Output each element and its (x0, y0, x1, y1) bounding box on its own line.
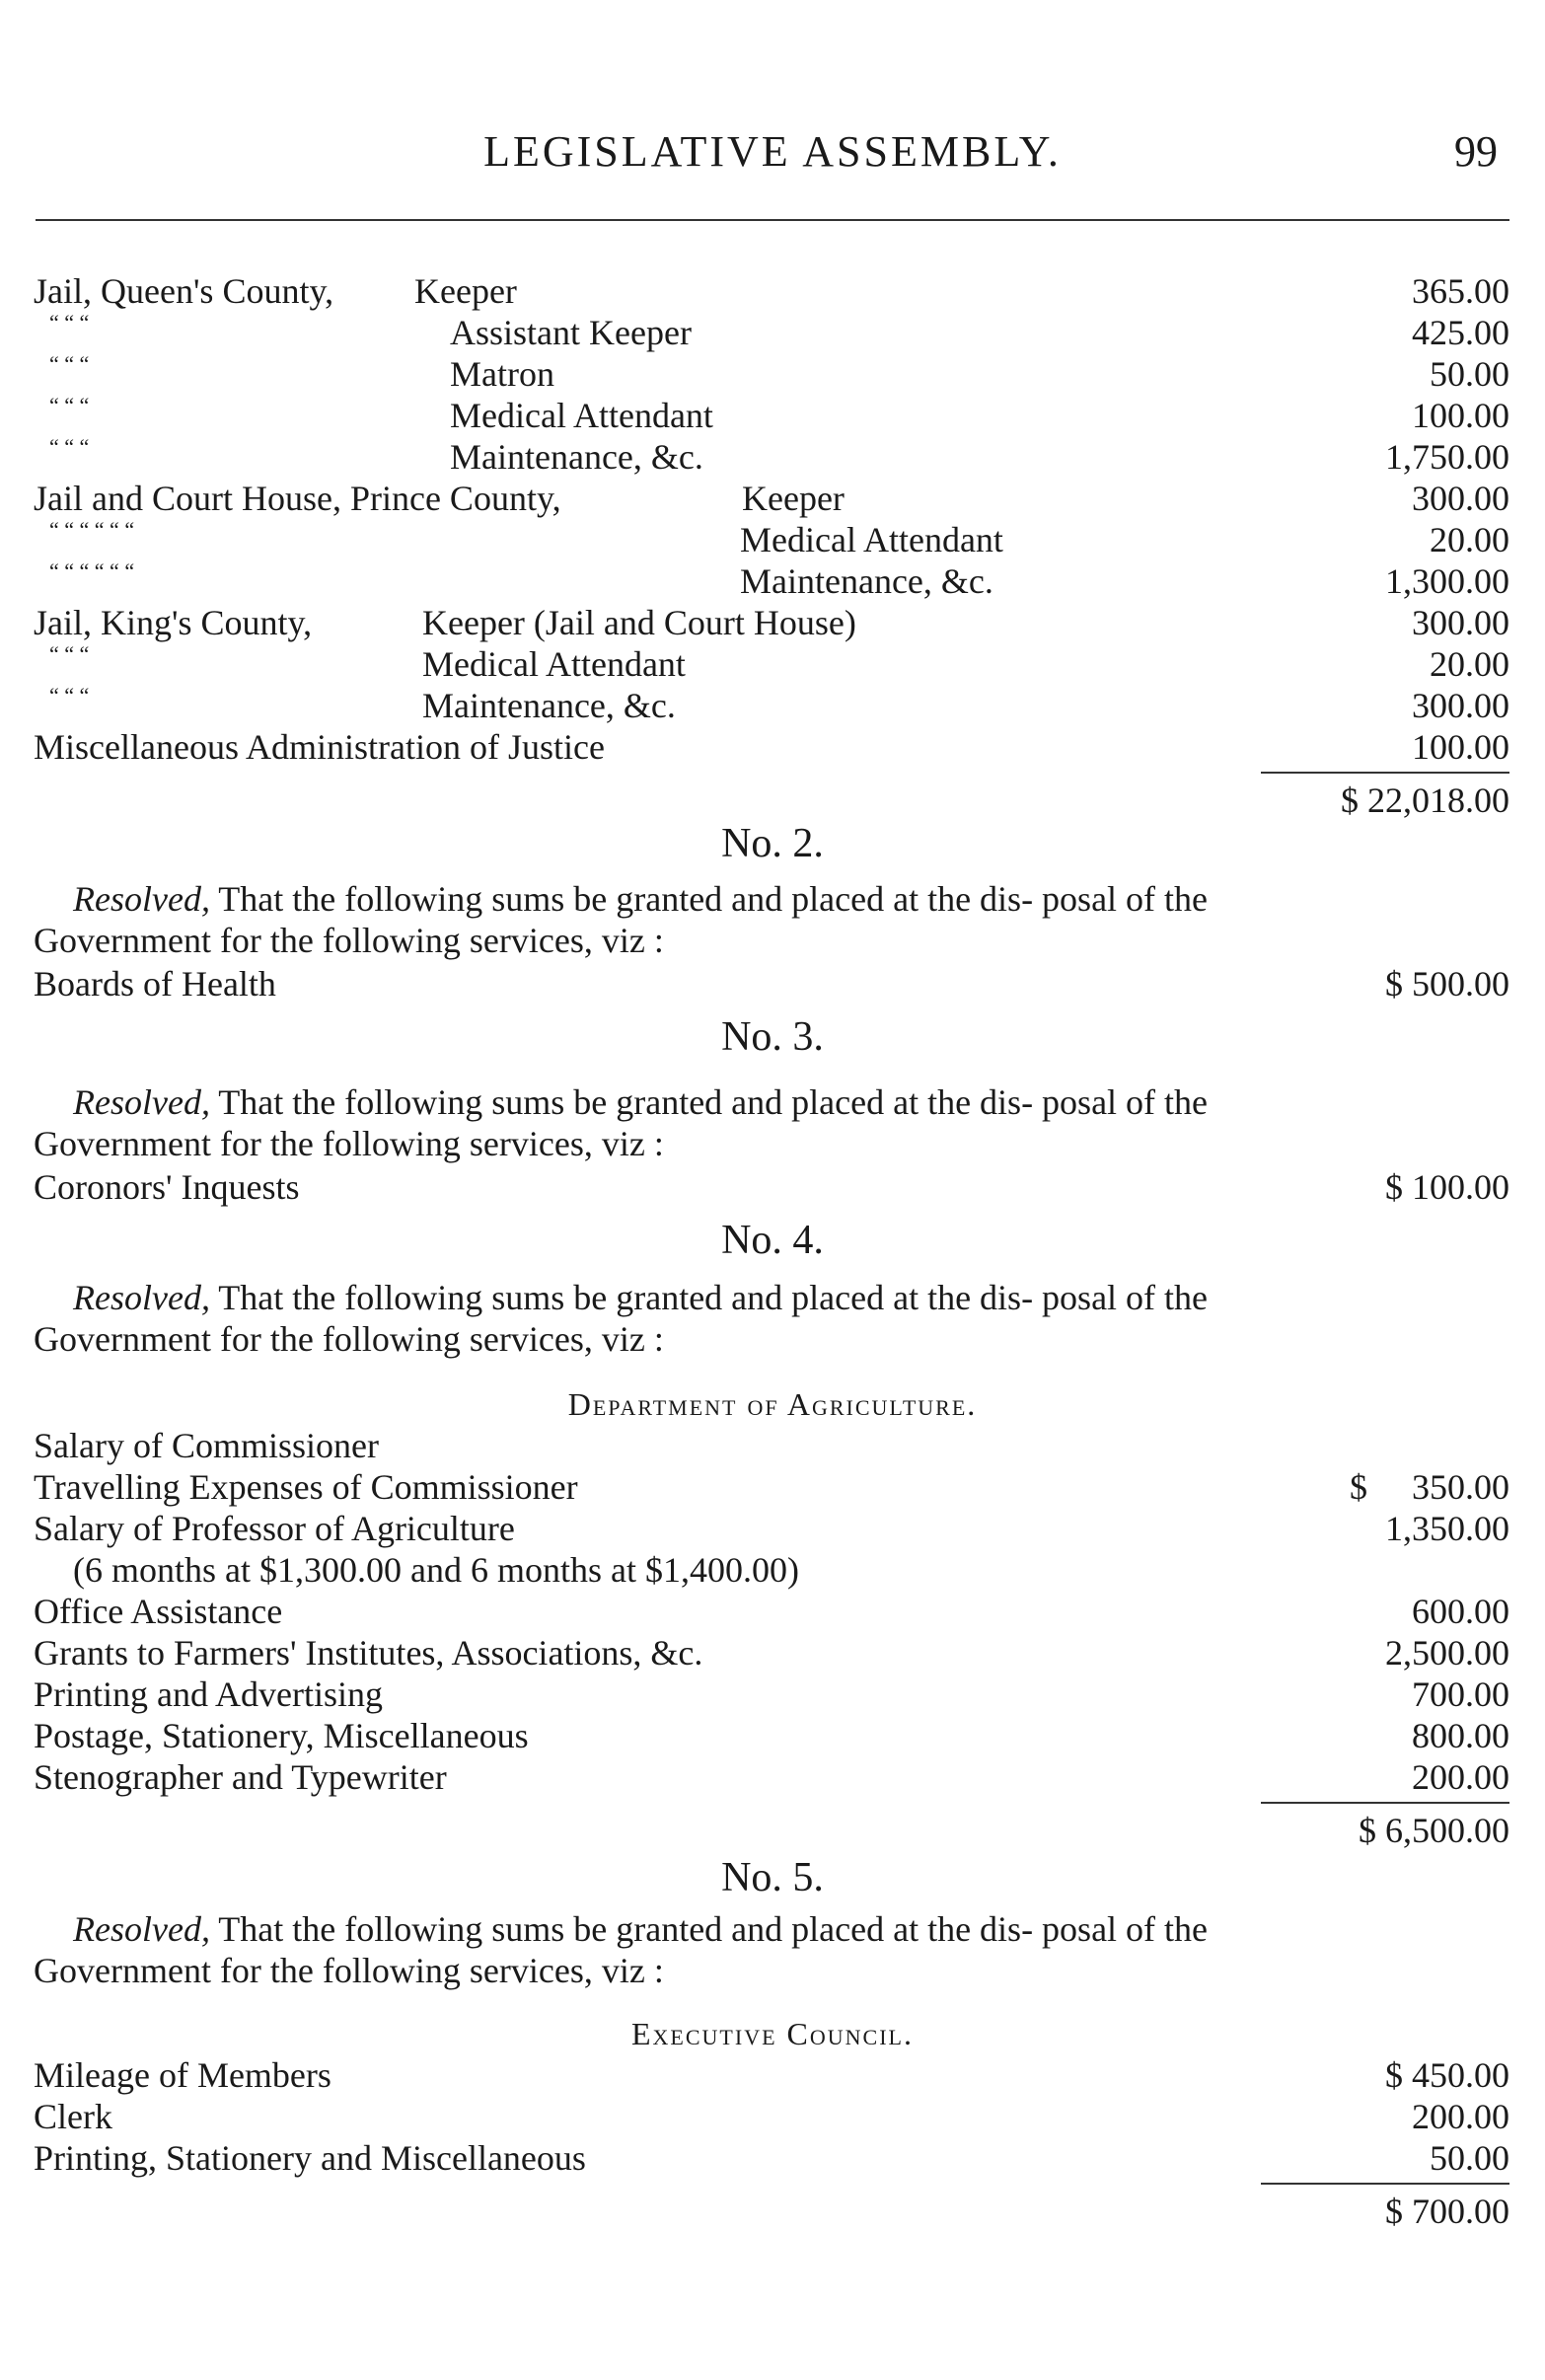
row-amount: 2,500.00 (1385, 1633, 1509, 1673)
row-amount: 20.00 (1430, 644, 1509, 684)
row-amount: $ 450.00 (1385, 2055, 1509, 2095)
item-row (0, 2054, 1545, 2096)
item-row (0, 1166, 1545, 1208)
row-amount: 300.00 (1412, 603, 1509, 642)
item-row (0, 1425, 1545, 1466)
row-label: Boards of Health (34, 964, 276, 1004)
row-desc: Keeper (Jail and Court House) (422, 603, 856, 642)
row-amount: 100.00 (1412, 396, 1509, 435)
item-row (0, 1466, 1545, 1508)
row-desc: Medical Attendant (740, 520, 1003, 559)
justice-row (0, 726, 1545, 768)
page-number: 99 (1454, 127, 1498, 176)
resolution-heading: No. 2. (721, 821, 824, 866)
agriculture-total: $ 6,500.00 (1359, 1811, 1509, 1850)
row-label: Printing, Stationery and Miscellaneous (34, 2138, 586, 2178)
justice-row (0, 312, 1545, 353)
row-label: Travelling Expenses of Commissioner (34, 1467, 578, 1507)
sum-rule (1261, 1802, 1509, 1804)
row-amount: $ 500.00 (1385, 964, 1509, 1004)
ditto-marks: “ “ “ (49, 393, 90, 417)
row-amount: 1,350.00 (1385, 1509, 1509, 1548)
justice-row (0, 519, 1545, 560)
row-amount: 1,300.00 (1385, 561, 1509, 601)
row-amount: 300.00 (1412, 686, 1509, 725)
row-desc: Medical Attendant (422, 644, 686, 684)
row-desc: Maintenance, &c. (740, 561, 993, 601)
resolution-heading: No. 4. (721, 1218, 824, 1263)
row-amount: 20.00 (1430, 520, 1509, 559)
ditto-marks: “ “ “ (49, 641, 90, 666)
row-amount: 425.00 (1412, 313, 1509, 352)
ditto-marks: “ “ “ (49, 310, 90, 335)
justice-row (0, 395, 1545, 436)
row-label: Jail, King's County, (34, 603, 313, 642)
resolution-body: That the following sums be granted and placed at the dis- posal of the Government for the following services, viz : (34, 1909, 1209, 1990)
row-label: Office Assistance (34, 1592, 283, 1631)
ditto-marks: “ “ “ “ “ “ (49, 558, 135, 583)
row-label: Jail, Queen's County, (34, 271, 334, 311)
row-label: Mileage of Members (34, 2055, 331, 2095)
resolution-text (34, 1277, 1316, 1360)
row-amount: $ 350.00 (1350, 1467, 1509, 1507)
justice-row (0, 643, 1545, 685)
resolution-body: That the following sums be granted and placed at the dis- posal of the Government for the following services, viz : (34, 1082, 1209, 1163)
row-label: Stenographer and Typewriter (34, 1757, 447, 1797)
resolved-word: Resolved, (73, 1082, 210, 1122)
resolved-word: Resolved, (73, 879, 210, 919)
section-heading: Executive Council. (631, 2016, 914, 2051)
resolved-word: Resolved, (73, 1909, 210, 1949)
row-label: Jail and Court House, Prince County, (34, 479, 561, 518)
item-row (0, 1508, 1545, 1549)
row-label: Salary of Commissioner (34, 1426, 379, 1465)
ditto-marks: “ “ “ (49, 434, 90, 459)
item-row (0, 963, 1545, 1004)
row-amount: 1,750.00 (1385, 437, 1509, 477)
justice-total: $ 22,018.00 (1341, 781, 1509, 820)
row-amount: $ 100.00 (1385, 1167, 1509, 1207)
ditto-marks: “ “ “ (49, 351, 90, 376)
row-amount: 300.00 (1412, 479, 1509, 518)
resolution-text (34, 1908, 1316, 1991)
resolution-text (34, 1081, 1316, 1164)
row-label: Salary of Professor of Agriculture (34, 1509, 515, 1548)
row-amount: 200.00 (1412, 1757, 1509, 1797)
row-label: Printing and Advertising (34, 1674, 383, 1714)
justice-row (0, 478, 1545, 519)
sum-rule (1261, 772, 1509, 774)
justice-row (0, 602, 1545, 643)
section-heading: Department of Agriculture. (567, 1386, 978, 1422)
justice-row (0, 353, 1545, 395)
row-desc: Matron (450, 354, 554, 394)
justice-row (0, 685, 1545, 726)
row-label: Postage, Stationery, Miscellaneous (34, 1716, 529, 1755)
row-amount: 700.00 (1412, 1674, 1509, 1714)
ditto-marks: “ “ “ (49, 683, 90, 707)
row-desc: Maintenance, &c. (450, 437, 703, 477)
row-amount: 800.00 (1412, 1716, 1509, 1755)
council-total: $ 700.00 (1385, 2192, 1509, 2231)
running-title: LEGISLATIVE ASSEMBLY. (483, 127, 1062, 176)
row-label: Clerk (34, 2097, 112, 2136)
header-rule (36, 219, 1509, 221)
justice-row (0, 436, 1545, 478)
item-row (0, 2096, 1545, 2137)
item-row (0, 1673, 1545, 1715)
item-row (0, 1715, 1545, 1756)
row-desc: Medical Attendant (450, 396, 713, 435)
row-desc: Keeper (742, 479, 845, 518)
ditto-marks: “ “ “ “ “ “ (49, 517, 135, 542)
justice-row (0, 560, 1545, 602)
item-row (0, 2137, 1545, 2179)
row-amount: 200.00 (1412, 2097, 1509, 2136)
item-row (0, 1549, 1545, 1591)
sum-rule (1261, 2183, 1509, 2185)
page-header (0, 126, 1545, 186)
row-desc: Keeper (414, 271, 517, 311)
row-amount: 50.00 (1430, 2138, 1509, 2178)
resolution-body: That the following sums be granted and placed at the dis- posal of the Government for the following services, viz : (34, 879, 1209, 960)
row-desc: Assistant Keeper (450, 313, 692, 352)
resolved-word: Resolved, (73, 1278, 210, 1317)
resolution-heading: No. 5. (721, 1855, 824, 1900)
item-row (0, 1632, 1545, 1673)
row-label: Miscellaneous Administration of Justice (34, 727, 605, 767)
row-amount: 600.00 (1412, 1592, 1509, 1631)
resolution-text (34, 878, 1316, 961)
resolution-heading: No. 3. (721, 1014, 824, 1060)
row-label: Grants to Farmers' Institutes, Associations, &c. (34, 1633, 703, 1673)
row-label: (6 months at $1,300.00 and 6 months at $1,400.00) (73, 1550, 799, 1590)
row-amount: 50.00 (1430, 354, 1509, 394)
row-label: Coronors' Inquests (34, 1167, 300, 1207)
row-desc: Maintenance, &c. (422, 686, 676, 725)
row-amount: 100.00 (1412, 727, 1509, 767)
item-row (0, 1756, 1545, 1798)
item-row (0, 1591, 1545, 1632)
justice-row (0, 270, 1545, 312)
resolution-body: That the following sums be granted and placed at the dis- posal of the Government for the following services, viz : (34, 1278, 1209, 1359)
row-amount: 365.00 (1412, 271, 1509, 311)
